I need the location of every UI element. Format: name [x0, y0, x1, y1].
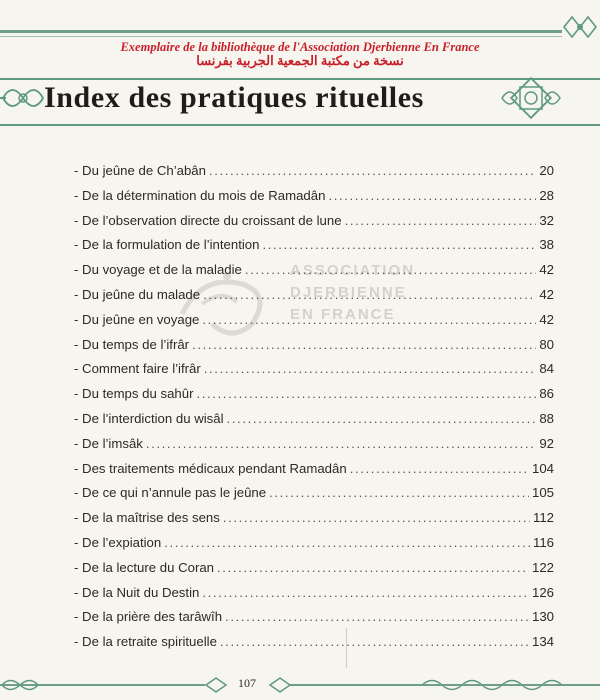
watermark-text-1: ASSOCIATION	[290, 262, 416, 279]
toc-entry	[74, 531, 554, 556]
toc-entry	[74, 407, 554, 432]
toc-leader-dots	[164, 531, 530, 556]
toc-entry-page: 88	[539, 410, 554, 426]
toc-entry-page: 32	[539, 212, 554, 228]
footer-ornament-center-left-icon	[204, 676, 228, 694]
toc-entry-label: - De la lecture du Coran	[74, 559, 215, 575]
toc-leader-dots	[209, 159, 536, 184]
toc-entry-page: 42	[539, 262, 554, 278]
toc-entry-label: - Des traitements médicaux pendant Ramadân	[74, 460, 347, 476]
toc-leader-dots	[217, 556, 529, 581]
top-rule	[0, 30, 562, 33]
watermark-text-2: DJERBIENNE	[290, 284, 407, 301]
library-stamp-arabic: نسخة من مكتبة الجمعية الجربية بفرنسا	[196, 53, 404, 68]
toc-entry-label: - De la maîtrise des sens	[74, 510, 220, 526]
toc-entry-label: - De la détermination du mois de Ramadân	[74, 187, 326, 203]
toc-entry	[74, 159, 554, 184]
footer-ornament-left-icon	[0, 676, 40, 694]
toc-entry-label: - De la formulation de l’intention	[74, 237, 260, 253]
top-rule-thin	[0, 36, 562, 37]
arabesque-ornament-right-icon	[500, 72, 562, 124]
toc-leader-dots	[220, 630, 529, 655]
toc-entry-page: 104	[531, 460, 554, 476]
toc-entry-page: 20	[539, 163, 554, 178]
page-title: Index des pratiques rituelles	[44, 81, 424, 114]
toc-entry	[74, 432, 554, 457]
toc-leader-dots	[345, 209, 537, 234]
toc-entry-page: 38	[539, 237, 554, 253]
toc-leader-dots	[146, 432, 536, 457]
toc-entry	[74, 333, 554, 358]
toc-entry-label: - Du jeûne en voyage	[74, 311, 200, 327]
toc-entry	[74, 184, 554, 209]
toc-entry-label: - De l’observation directe du croissant de lune	[74, 212, 342, 228]
toc-entry	[74, 581, 554, 606]
toc-leader-dots	[227, 407, 537, 432]
toc-entry	[74, 556, 554, 581]
toc-leader-dots	[202, 581, 529, 606]
watermark-text-3: EN FRANCE	[290, 306, 396, 323]
toc-entry-label: - Comment faire l’ifrâr	[74, 361, 201, 377]
toc-leader-dots	[269, 481, 529, 506]
toc-entry-label: - De ce qui n’annule pas le jeûne	[74, 485, 267, 501]
toc-entry	[74, 308, 554, 333]
toc-entry-page: 105	[531, 485, 554, 501]
toc-entry-label: - Du voyage et de la maladie	[74, 262, 242, 278]
toc-entry-page: 42	[539, 286, 554, 302]
toc-entry-label: - De la retraite spirituelle	[74, 634, 217, 650]
toc-entry	[74, 605, 554, 630]
toc-entry	[74, 481, 554, 506]
toc-leader-dots	[223, 506, 530, 531]
toc-entry	[74, 233, 554, 258]
toc-entry-label: - De la Nuit du Destin	[74, 584, 200, 600]
library-stamp-french: Exemplaire de la bibliothèque de l'Association Djerbienne En France	[120, 40, 480, 54]
title-rule-bottom	[0, 124, 600, 126]
toc-leader-dots	[245, 258, 536, 283]
toc-leader-dots	[328, 184, 536, 209]
toc-entry-label: - Du temps du sahûr	[74, 386, 194, 402]
toc-entry-label: - Du temps de l’ifrâr	[74, 336, 190, 352]
toc-entry	[74, 209, 554, 234]
toc-entry-page: 126	[531, 584, 554, 600]
toc-entry	[74, 283, 554, 308]
toc-leader-dots	[202, 308, 536, 333]
toc-entry-page: 28	[539, 187, 554, 203]
toc-entry-page: 80	[539, 336, 554, 352]
toc-entry-page: 84	[539, 361, 554, 377]
toc-entry	[74, 630, 554, 655]
toc-entry-label: - De l’imsâk	[74, 435, 143, 451]
corner-ornament-icon	[562, 14, 598, 40]
toc-leader-dots	[196, 382, 536, 407]
arabesque-ornament-left-icon	[0, 78, 46, 118]
toc-entry-page: 122	[531, 559, 554, 575]
toc-leader-dots	[262, 233, 536, 258]
footer-ornament-center-right-icon	[268, 676, 292, 694]
toc-entry-page: 112	[532, 510, 554, 526]
toc-entry-label: - Du jeûne de Ch’abân	[74, 163, 206, 178]
footer-ornament-band-icon	[420, 676, 570, 694]
paper-crease	[346, 628, 347, 668]
toc-entry-label: - De la prière des tarâwîh	[74, 609, 223, 625]
toc-entry-label: - De l’expiation	[74, 534, 162, 550]
toc-leader-dots	[225, 605, 529, 630]
toc-entry-page: 42	[539, 311, 554, 327]
toc-entry	[74, 457, 554, 482]
toc-entry	[74, 258, 554, 283]
toc-list	[74, 159, 554, 655]
toc-entry	[74, 382, 554, 407]
page-number: 107	[238, 676, 256, 690]
toc-entry-label: - De l’interdiction du wisâl	[74, 410, 224, 426]
toc-entry-page: 116	[532, 534, 554, 550]
toc-entry-page: 130	[531, 609, 554, 625]
toc-entry-page: 134	[531, 634, 554, 650]
toc-entry-label: - Du jeûne du malade	[74, 286, 201, 302]
toc-leader-dots	[350, 457, 529, 482]
toc-entry-page: 92	[539, 435, 554, 451]
toc-leader-dots	[203, 283, 536, 308]
toc-entry	[74, 506, 554, 531]
toc-entry-page: 86	[539, 386, 554, 402]
toc-leader-dots	[192, 333, 536, 358]
toc-leader-dots	[204, 357, 537, 382]
toc-entry	[74, 357, 554, 382]
